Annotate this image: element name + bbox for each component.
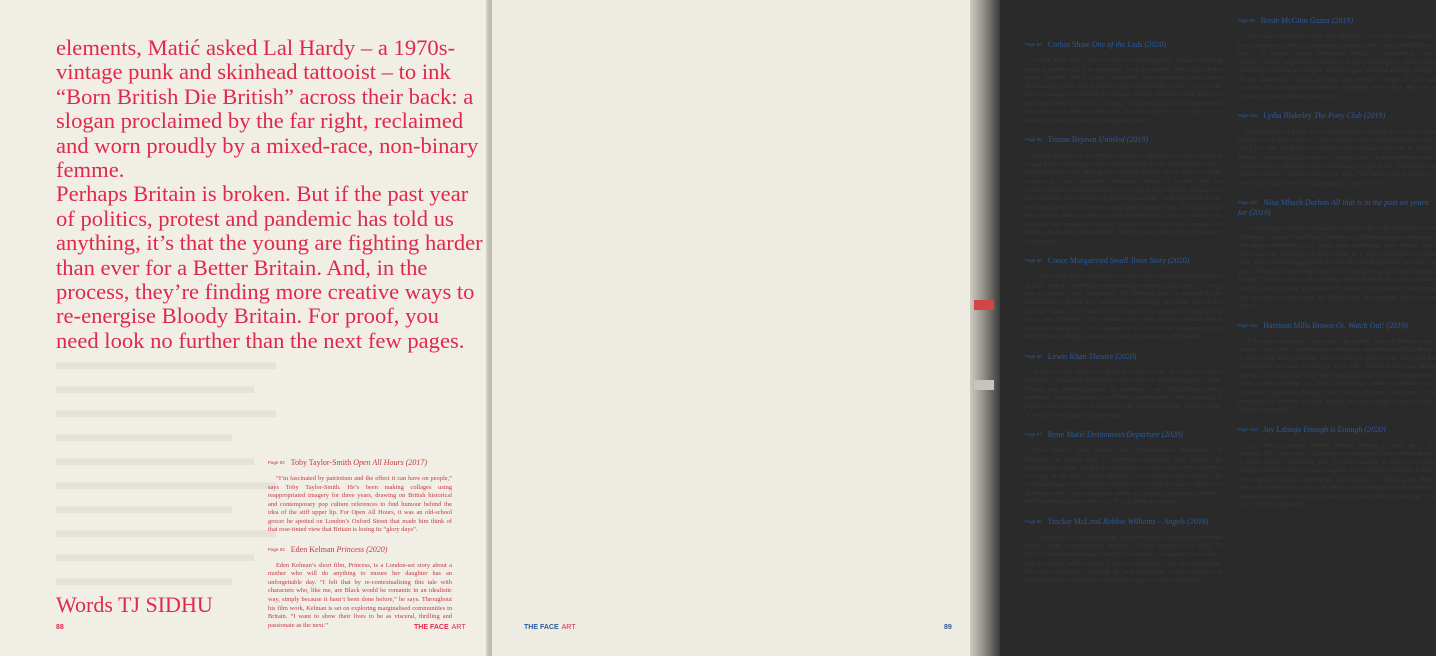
entry-body: “This country has come together to face some unprecedented challenges in 2020 with a completely incompetent government at the helm.” So says fine art painter Conor Murgatroyd. The Bradford native is inspired by the mundanities of British life – dartboards, scaffolding, the ornate vases in his late nan’s home – to make pieces reflecting “an emotional young man in places like Bradford”. He combines these with various ambient British aesthetics, like gaudy ’70s wallpaper or a Golf GTI, as metaphors for his own life as a working-class man growing up in the north of England.: [1025, 273, 1222, 341]
entry-body: In 2015 Lewis Khan was granted access to one of London’s busiest hospitals, Chelsea and Westminster. Five years on, the photographer’s book, Theatre, was published against the backdrop of an NHS battling a global pandemic. Tackling mortality, well-being, sentimentality and spirituality, it exposes the resilience and strength of the British healthcare system before, as well as during, times of great strain.: [1025, 368, 1222, 419]
entry-body: “I’m fascinated by patriotism and the effect it can have on people,” says Toby Taylor-Smith. He’s been making collages using reappropriated imagery for three years, drawing on British historical and contemporary pop culture references to find humour behind the idea of the stiff upper lip. For Open All Hours, it was an old-school grocer he spotted on London’s Oxford Street that made him think of that rose-tinted view that Britain is losing its “glory days”.: [268, 475, 452, 534]
entry-title: All that is in the past we yearn for (2019): [1238, 198, 1429, 218]
entry-title: Robbie Williams – Angels (2018): [1102, 516, 1209, 526]
entry-title: Princess (2020): [336, 544, 388, 554]
entry-heading: [1238, 198, 1436, 218]
right-column-1: [1025, 40, 1222, 589]
entry-page-ref: Page 99: [1238, 18, 1255, 23]
folio-masthead: [414, 624, 466, 631]
edge-stripe: [974, 380, 994, 390]
entry-body: Corbin Shaw didn’t grow up with an art background. Instead of milling about in galleries, he’d be in the pub, or at the football with his dad in his native Sheffield. But it’s these traditionally hetero-normative spaces, often dominated by men, that influence Shaw’s multimedia work. “I look at the rites of passage of manhood in England, and the obstacles which men pose upon each other in society,” he says. “I’m interested in how heterosexual men perform as ‘men’ to other men, for their approval or as a tribal act of wanting to fit in and belong amongst each other.”: [1025, 57, 1222, 124]
entry-artist: Eden Kelman: [290, 544, 335, 554]
entry-page-ref: Page 92: [268, 460, 285, 465]
entry-heading: [268, 545, 452, 555]
entry-page-ref: Page 97: [1025, 432, 1042, 438]
entry-artist: Joy Labinjo: [1263, 424, 1302, 434]
folio-brand: THE FACE: [524, 624, 559, 631]
page-edges: [970, 0, 1000, 656]
entry-artist: Toby Taylor-Smith: [290, 458, 352, 467]
entry-title: Open All Hours (2017): [353, 458, 428, 467]
folio-section: ART: [561, 624, 576, 631]
entry-page-ref: Page 94: [1025, 42, 1042, 47]
page-number: 88: [56, 624, 64, 631]
entry-heading: [1025, 135, 1222, 145]
intro-text: [56, 36, 486, 353]
entry-page-ref: Page 98: [1025, 353, 1042, 359]
entry-page-ref: Page 93: [268, 546, 285, 552]
edge-stripe: [974, 300, 994, 310]
left-page: [0, 0, 488, 656]
entry-page-ref: Page 96: [1025, 258, 1042, 264]
right-page: [492, 0, 1436, 656]
entry-artist: Rene Matić: [1047, 430, 1085, 440]
entry-heading: [1025, 517, 1222, 527]
entry-page-ref: Page 100: [1238, 113, 1258, 119]
entry-heading: [1025, 256, 1222, 266]
entry-heading: [268, 458, 452, 468]
entry-heading: [1238, 425, 1436, 435]
right-column-2: [1238, 6, 1436, 514]
entry-heading: [1238, 111, 1436, 121]
entry-artist: Harrison Mills Brown: [1263, 320, 1334, 330]
entry-artist: Lydia Blakeley: [1263, 111, 1312, 121]
entry-artist: Trackie McLeod: [1047, 516, 1101, 526]
entry-title: The Pony Club (2019): [1313, 111, 1386, 121]
entry-body: Tristan Bejawn saw a scene play out from a distance last year: a group of young Black kids targeted for stop-and-search by the Metropolitan Police. Throughout his work, photographer Bejawn focuses on the impact of youth violence in local communities throughout Britain. “I couldn’t help but wonder what the emotional impact on a young person would be, having been surrounded by police simply for gathering in a park.” In that incident, no one was apprehended, and everyone went their separate ways. “It’s just part of the everyday dialect of life in South London, [but] I want to reframe the common and insidious narrative portrayed in [the] British media, and address the human and emotional cost that that violence has on London’s communities.”: [1025, 152, 1222, 245]
entry-body: Rene Matić’s work explores the “immeasurable dimensions” of Blackness in Britain and, in Destination/Departure, they explore the skinhead movement, using it as a metaphor to examine their own experience of living in the Black British diaspora. “To excavate white jealousy, the continued legacy of colonialism and the fear of a Black planet – [these are] all things which find convergence within and upon my mixed-race identity,” the Peterborough born artist says. “It’s all about the glitches.”: [1025, 447, 1222, 506]
left-column: [268, 458, 452, 634]
entry-body: Eden Kelman’s short film, Princess, is a London-set story about a mother who will do anything to ensure her daughter has an unforgettable day. “I felt that by re-contextualising this tale with characters who, like me, are Black would be romantic in an idealistic way, simply because it hasn’t been done before,” he says. Throughout his film work, Kelman is set on exploring marginalised communities in Britain. “I want to show their lives to be as visceral, thrilling and passionate as the next.”: [268, 561, 452, 629]
entry-page-ref: Page 102: [1238, 322, 1258, 328]
entry-heading: [1238, 16, 1436, 26]
entry-title: One of the Lads (2020): [1091, 40, 1166, 49]
entry-page-ref: Page 95: [1025, 137, 1042, 143]
show-through-text: ▬▬▬▬▬▬▬▬▬▬ ▬▬▬▬▬▬▬▬▬ ▬▬▬▬▬▬▬▬▬▬ ▬▬▬▬▬▬▬▬ ▬▬▬▬▬▬▬▬▬ ▬▬▬▬▬▬▬▬▬▬ ▬▬▬▬▬▬▬▬ ▬▬▬▬▬▬▬▬▬▬ ▬▬▬▬▬▬▬▬▬ ▬▬▬▬▬▬▬▬: [56, 349, 276, 590]
entry-page-ref: Page 101: [1238, 200, 1258, 206]
entry-page-ref: Page 98: [1025, 518, 1042, 524]
entry-title: Destination/Departure (2020): [1086, 430, 1183, 440]
entry-heading: [1025, 352, 1222, 362]
entry-title: Small Town Story (2020): [1109, 256, 1190, 266]
entry-page-ref: Page 103: [1238, 426, 1258, 432]
entry-title: Gazza (2019): [1309, 16, 1353, 25]
folio-brand: THE FACE: [414, 624, 449, 631]
entry-body: Drunk punters at Royal Ascot, suited bankers fighting on a street, trackie bottoms and Kappa trainers… Lydia Blakeley paints ostensibly banal scenes, using her fine art practice to elevate and reinstate lived life in Modern Britain. Responding to the events of the past year, the Bracknell-born artist reckons there’s a glimmer of hope that things can get better. “I think there is a shared resilience in this country,” she says. “The charity and generosity of people has really shone through during the current crisis.”: [1238, 128, 1436, 187]
entry-heading: [1025, 430, 1222, 440]
entry-artist: Lewis Khan: [1047, 351, 1087, 361]
page-number: 89: [944, 624, 952, 631]
intro-paragraph: Perhaps Britain is broken. But if the past year of politics, protest and pandemic has told us anything, it’s that the young are fighting harder than ever for a Better Britain. And, in the process, they’re finding more creative ways to re-energise Bloody Britain. For proof, you need look no further than the next few pages.: [56, 181, 483, 353]
entry-body: Joy Labinjo questions identity politics, holding a mirror up to the everyday. Her large-scale oil paintings are purposefully uncomfortable and, at times, surreal, comparing how we see ourselves to how we’re seen, through portraits both real and imagined. For Enough is Enough, Labinjo was inspired to paint a photograph she’d taken at a Black Lives Matter protest in London earlier this year. “People participating in the BLM protests during the pandemic, especially Black people, were described as thugs,” she says. “I felt the opposite.”: [1238, 441, 1436, 509]
entry-artist: Conor Murgatroyd: [1047, 256, 1108, 266]
entry-title: Untitled (2019): [1098, 135, 1148, 145]
entry-title: Theatre (2020): [1088, 351, 1137, 361]
entry-artist: Tristan Bejawn: [1047, 135, 1097, 145]
entry-body: “I document narratives from around the country, from all different social groups,” says South London-based multimedia artist Harrison Mills Brown. “I don’t think being a British artist is either a good or bad thing, but the contemporary art scene is killing it in the UK.” Brown draws from British regional culture up and down the country, and the icons of contemporary youth, while drawing on class, entitlement, culture, supremacy and government regulation through film, castings and paint. His focus: “The privileges that prevent us from making any real change towards racism, classism and sexism.”: [1238, 337, 1436, 414]
entry-heading: [1238, 321, 1436, 331]
byline: Words TJ SIDHU: [56, 592, 213, 617]
entry-artist: Corbin Shaw: [1047, 40, 1090, 49]
entry-body: Trackie McLeod bridges the gap between British pop culture and mental health, riding on recognisable imagery – Gazza, tearful on the Italia ’90 pitch; a booted-up lad being carried by his mates – to respond to lad culture, and the mental health impacts it has on young men. Gay and Glaswegian, McLeod’s experiences growing up lend themselves to the narratives of hyper-masculine stereotypes, told with a tongue-in-cheek sensibility.: [1025, 533, 1222, 584]
entry-title: Oi, Watch Out! (2019): [1335, 320, 1408, 330]
entry-artist: Rosie McGinn: [1260, 16, 1308, 25]
entry-artist: Nina Mbach Durban: [1263, 198, 1330, 208]
folio-masthead: [524, 624, 576, 631]
intro-paragraph: elements, Matić asked Lal Hardy – a 1970s-vintage punk and skinhead tattooist – to ink “Born British Die British” across their back: a slogan proclaimed by the far right, reclaimed and worn proudly by a mixed-race, non-binary femme.: [56, 35, 479, 183]
entry-body: What makes Rosie McGinn’s work British? “I’ve never been asked that, but I can’t deny it when I’m depicting characters like Gazza, and Torvill and Dean,” the sculptor replies. Maidstone’s McGinn is interested in human instinct, chasing heightened moments and the psychological, which drives underlying euphoria and despair. Scoring a goal, winning at bingo, raving – all are intrinsically British activities that provide a sense of faith and escapism. Oh, and good old-fashioned community spirit, which, this year, is a more precious commodity than ever.: [1238, 33, 1436, 100]
entry-body: “I am using my practice to question what the role of the diasporic artist is in Britain,” sculptor Nina Mbach Durban says. Durban engages with images and objects embedded in her South Asian upbringing: from Punjabi flyers found near her South-West London home, to a 2008 photograph of Indian actor Shilpa Shetty hugging Jade Goody after the Big Brother race row. “It was a defining and universal moment for those growing up Asian in modern Britain,” Durban says of the incident, which centred on racist comments made by Goody during the show’s fifth series. “It propelled me, at a young age, into direct conflict with my identity and has remained with me ever since.”: [1238, 225, 1436, 310]
entry-title: Enough is Enough (2020): [1303, 424, 1386, 434]
folio-section: ART: [451, 624, 466, 631]
entry-heading: [1025, 40, 1222, 50]
